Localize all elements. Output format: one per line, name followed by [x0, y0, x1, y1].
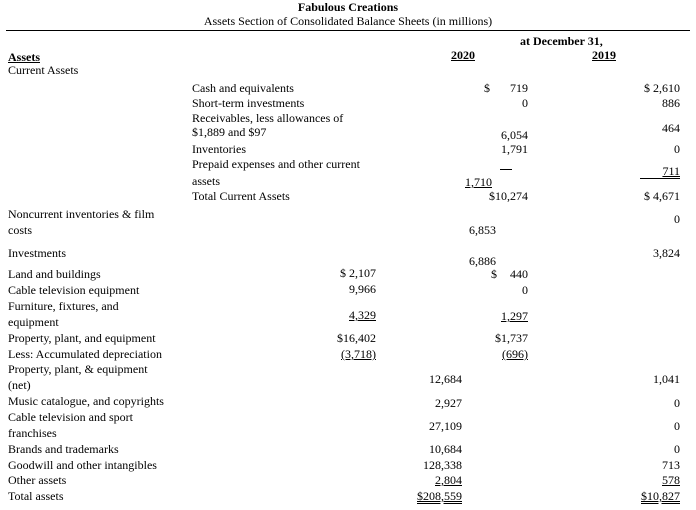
brands-2019: 0 — [674, 442, 680, 456]
receivables-label-1: Receivables, less allowances of — [192, 111, 344, 125]
year-2020-heading: 2020 — [451, 48, 475, 62]
noncurrent-label-1: Noncurrent inventories & film — [8, 207, 155, 221]
short-term-2020: 0 — [522, 96, 528, 110]
investments-label: Investments — [8, 246, 66, 260]
noncurrent-2019: 0 — [674, 212, 680, 226]
report-subtitle: Assets Section of Consolidated Balance Sheets (in millions) — [203, 14, 493, 28]
ppe-total-label: Property, plant, and equipment — [8, 331, 156, 345]
total-assets-2020: $208,559 — [417, 489, 462, 503]
land-label: Land and buildings — [8, 267, 101, 281]
total-assets-label: Total assets — [8, 489, 64, 503]
cable-sport-label-2: franchises — [8, 426, 57, 440]
prepaid-label-2: assets — [192, 174, 220, 188]
receivables-2020: 6,054 — [501, 128, 528, 142]
total-current-2019: $ 4,671 — [644, 189, 680, 203]
cash-2020-dollar: $ — [484, 81, 490, 95]
inventories-2019: 0 — [674, 142, 680, 156]
company-title: Fabulous Creations — [297, 0, 399, 14]
header-rule — [6, 30, 690, 31]
cable-sport-2019: 0 — [674, 419, 680, 433]
land-2019: 440 — [510, 267, 528, 281]
goodwill-2020: 128,338 — [423, 458, 462, 472]
cash-2019: $ 2,610 — [644, 81, 680, 95]
other-assets-label: Other assets — [8, 473, 67, 487]
depreciation-label: Less: Accumulated depreciation — [8, 347, 162, 361]
short-term-2019: 886 — [662, 96, 680, 110]
land-gross: $ 2,107 — [340, 266, 376, 280]
cash-2020: 719 — [510, 81, 528, 95]
cash-label: Cash and equivalents — [192, 81, 294, 95]
receivables-2019: 464 — [662, 121, 680, 135]
total-assets-2019: $10,827 — [641, 489, 680, 503]
music-2020: 2,927 — [435, 396, 462, 410]
ppe-total-2019: $1,737 — [495, 331, 528, 345]
inventories-label: Inventories — [192, 142, 246, 156]
other-assets-2019: 578 — [662, 473, 680, 487]
inventories-2020: 1,791 — [501, 142, 528, 156]
prepaid-label-1: Prepaid expenses and other current — [192, 157, 360, 171]
land-2019-dollar: $ — [491, 267, 497, 281]
investments-2019: 3,824 — [653, 246, 680, 260]
current-assets-heading: Current Assets — [8, 63, 79, 77]
other-assets-2020: 2,804 — [435, 473, 462, 487]
cable-sport-label-1: Cable television and sport — [8, 410, 133, 424]
noncurrent-label-2: costs — [8, 223, 32, 237]
music-label: Music catalogue, and copyrights — [8, 394, 164, 408]
depreciation-2019: (696) — [502, 347, 528, 361]
furniture-gross: 4,329 — [349, 308, 376, 322]
cable-sport-2020: 27,109 — [429, 419, 462, 433]
prepaid-2019-rule — [640, 178, 680, 179]
total-current-label: Total Current Assets — [192, 189, 290, 203]
ppe-net-label-2: (net) — [8, 378, 31, 392]
brands-label: Brands and trademarks — [8, 442, 119, 456]
ppe-total-gross: $16,402 — [337, 331, 376, 345]
goodwill-label: Goodwill and other intangibles — [8, 458, 157, 472]
noncurrent-2020: 6,853 — [469, 223, 496, 237]
cable-equipment-2019: 0 — [522, 283, 528, 297]
cable-equipment-label: Cable television equipment — [8, 283, 140, 297]
ppe-net-label-1: Property, plant, & equipment — [8, 362, 148, 376]
total-current-2020: $10,274 — [489, 189, 528, 203]
short-term-label: Short-term investments — [192, 96, 305, 110]
investments-2020: 6,886 — [469, 254, 496, 268]
goodwill-2019: 713 — [662, 458, 680, 472]
furniture-2019: 1,297 — [501, 309, 528, 323]
receivables-label-2: $1,889 and $97 — [192, 125, 267, 139]
prepaid-2020: 1,710 — [465, 175, 492, 189]
date-heading: at December 31, — [520, 34, 603, 48]
brands-2020: 10,684 — [429, 442, 462, 456]
ppe-net-2020: 12,684 — [429, 372, 462, 386]
year-2019-heading: 2019 — [592, 48, 616, 62]
cable-equipment-gross: 9,966 — [349, 282, 376, 296]
furniture-label-1: Furniture, fixtures, and — [8, 299, 119, 313]
depreciation-gross: (3,718) — [341, 347, 376, 361]
music-2019: 0 — [674, 396, 680, 410]
assets-heading: Assets — [8, 50, 40, 64]
furniture-label-2: equipment — [8, 315, 59, 329]
prepaid-2019: 711 — [662, 164, 680, 178]
blank-dash — [500, 169, 512, 170]
ppe-net-2019: 1,041 — [653, 372, 680, 386]
